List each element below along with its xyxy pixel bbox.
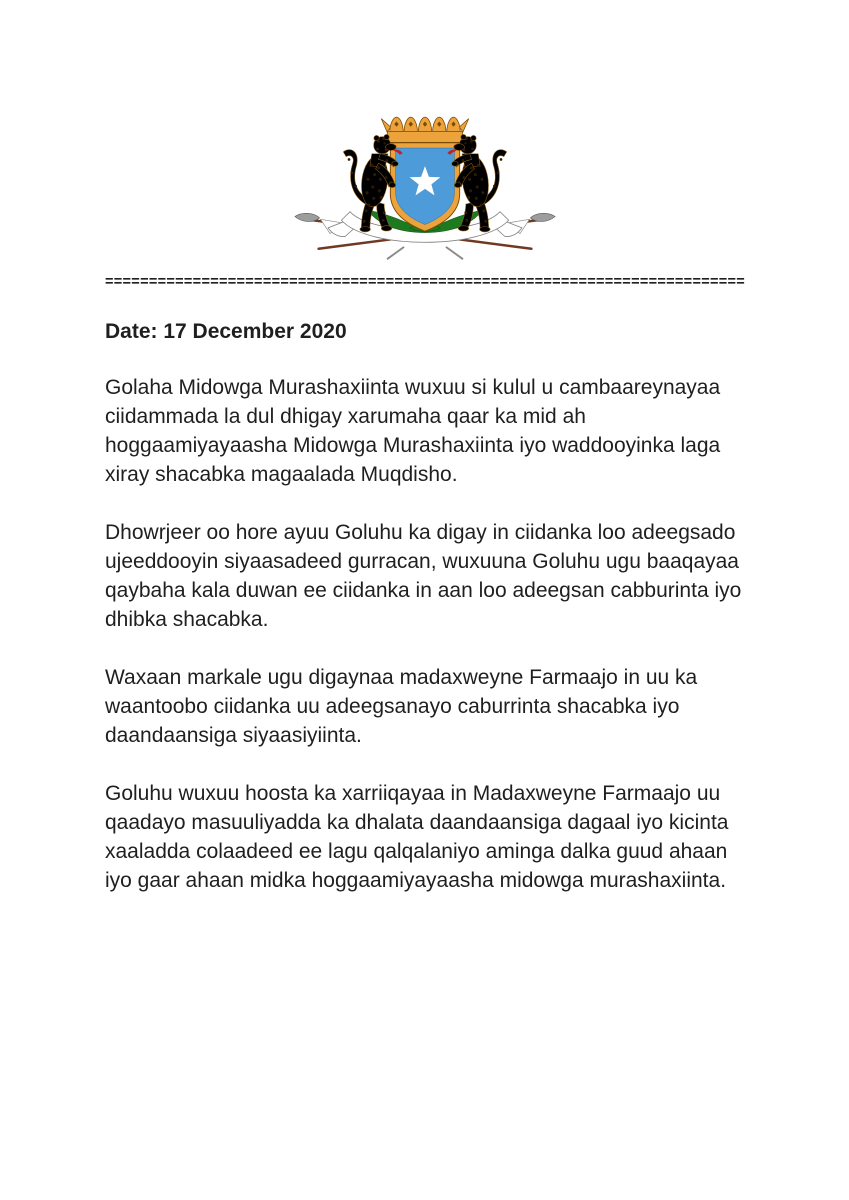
crown [381,117,468,142]
date-line: Date: 17 December 2020 [105,320,347,343]
paragraph-4: Goluhu wuxuu hoosta ka xarriiqayaa in Madaxweyne Farmaajo uu qaadayo masuuliyadda ka dhalata daandaansiga dagaal iyo kicinta xaaladda colaadeed ee lagu qalqalaniyo aminga dalka guud ahaan iyo gaar ahaan midka hoggaamiyayaasha midowga murashaxiinta. [105,782,729,892]
paragraph-2: Dhowrjeer oo hore ayuu Goluhu ka digay in ciidanka loo adeegsado ujeeddooyin siyaasadeed gurracan, wuxuuna Goluhu ugu baaqayaa qaybaha kala duwan ee ciidanka in aan loo adeegsan cabburinta iyo dhibka shacabka. [105,521,742,631]
right-spearhead-icon [530,213,555,221]
paragraph-3: Waxaan markale ugu digaynaa madaxweyne Farmaajo in uu ka waantoobo ciidanka uu adeegsanayo caburrinta shacabka iyo daandaansiga siyaasiyiinta. [105,666,698,747]
letter-body [105,275,747,895]
paragraph-1: Golaha Midowga Murashaxiinta wuxuu si kulul u cambaareynayaa ciidammada la dul dhigay xarumaha qaar ka mid ah hoggaamiyayaasha Midowga Murashaxiinta iyo waddooyinka laga xiray shacabka magaalada Muqdisho. [105,376,721,486]
somalia-coat-of-arms-icon [292,106,558,268]
emblem-container [0,0,849,273]
left-spearhead-icon [294,213,319,221]
separator-line: ========================================================================= [105,275,746,290]
